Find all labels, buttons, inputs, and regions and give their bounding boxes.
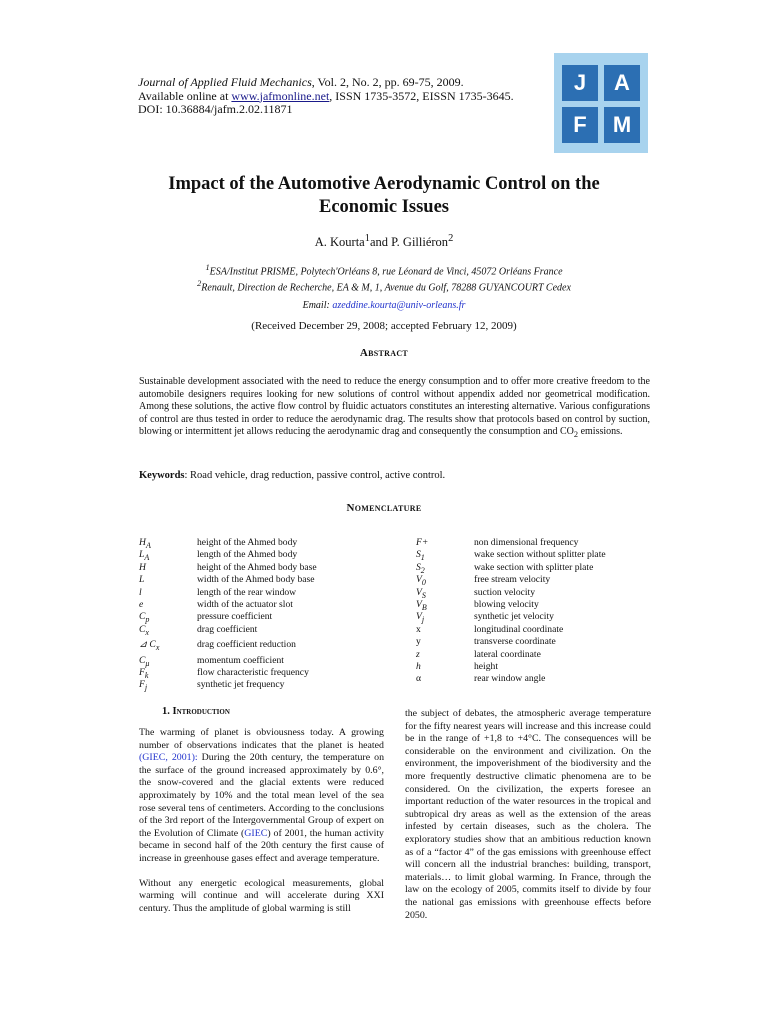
nomenclature-row: $H_A$ height of the Ahmed body (139, 537, 298, 550)
nomenclature-row: H height of the Ahmed body base (139, 561, 317, 573)
nomenclature-row: $C_\mu$ momentum coefficient (139, 654, 284, 668)
journal-name: Journal of Applied Fluid Mechanics (138, 75, 312, 89)
received-dates: (Received December 29, 2008; accepted February 12, 2009) (251, 320, 517, 332)
nomenclature-row: $V_B$ blowing velocity (416, 598, 539, 612)
affiliation-2: $^2$Renault, Direction de Recherche, EA & M, 1, Avenue du Golf, 78288 GUYANCOURT Cedex (197, 279, 571, 294)
nomenclature-row: $L_A$ length of the Ahmed body (139, 549, 298, 563)
abstract-heading: Abstract (359, 347, 409, 359)
nomenclature-row: $C_x$ drag coefficient (139, 623, 258, 637)
journal-citation: Journal of Applied Fluid Mechanics, Vol. 2, No. 2, pp. 69-75, 2009. (138, 75, 464, 89)
nomenclature-row: ⊿ $C_x$ drag coefficient reduction (139, 639, 296, 653)
nomenclature-row: $V_0$ free stream velocity (416, 574, 551, 588)
nomenclature-row: $V_j$ synthetic jet velocity (416, 611, 554, 625)
nomenclature-row: e width of the actuator slot (139, 598, 293, 610)
journal-header (138, 76, 538, 117)
nomenclature-row: x longitudinal coordinate (416, 623, 564, 635)
logo-letter-m: M (604, 107, 640, 143)
logo-letter-j: J (562, 65, 598, 101)
logo-letter-f: F (562, 107, 598, 143)
jafm-logo (554, 53, 648, 153)
nomenclature-row: $F_j$ synthetic jet frequency (139, 679, 285, 693)
introduction-heading: 1. Introduction (162, 706, 230, 717)
nomenclature-row: l length of the rear window (139, 586, 297, 598)
nomenclature-heading: Nomenclature (346, 502, 422, 514)
contact-email: Email: azeddine.kourta@univ-orleans.fr (302, 300, 466, 311)
nomenclature-row: L width of the Ahmed body base (139, 574, 315, 586)
nomenclature-row: F+ non dimensional frequency (416, 537, 579, 548)
abstract-text: Sustainable development associated with the need to reduce the energy consumption and to offer more creative freedom to the automobile designers requires looking for new solutions of control without appendix added nor geometrical modification. Among these solutions, the active flow control by fluidic actuators constitutes an interesting alternative. Various configurations of control are thus tested in order to reduce the aerodynamic drag. The results show that protocols based on control by suction, blowing or intermittent jet allows reducing the aerodynamic drag and consequently the consumption and $CO_2$ emissions. (139, 376, 650, 439)
intro-paragraph-1: The warming of planet is obviousness today. A growing number of observations indicates that the planet is heated (GIEC, 2001): During the 20th century, the temperature on the surface of the ground increased approximately by 0.6°, the snow-covered and the glacial extents were reduced approximately by 10% and the total mean level of the sea rose several tens of centimeters. According to the conclusions of the 3rd report of the Intergovernmental Group of expert on the Evolution of Climate (GIEC) of 2001, the human activity became in second half of the 20th century the first cause of increase in greenhouse gases effect and average temperature. (139, 727, 385, 864)
body-column-left (139, 727, 384, 915)
nomenclature-right (416, 537, 606, 686)
authors: A. Kourta$^1$and P. Gilliéron$^2$ (314, 233, 454, 250)
paper-title: Impact of the Automotive Aerodynamic Control on the Economic Issues (168, 174, 600, 217)
nomenclature-row: $V_S$ suction velocity (416, 586, 536, 600)
affiliation-1: $^1$ESA/Institut PRISME, Polytech'Orléans 8, rue Léonard de Vinci, 45072 Orléans France (205, 263, 563, 278)
journal-doi: DOI: 10.36884/jafm.2.02.11871 (138, 102, 293, 116)
nomenclature-row: α rear window angle (416, 673, 546, 685)
intro-paragraph-3: the subject of debates, the atmospheric average temperature for the fifty nearest years will increase and this increase could be in the range of +1,8 to +4°C. The consequences will be considerable on the environment and civilization. On the environment, the impoverishment of the biodiversity and the more frequently destructive climatic phenomena are to be considered. On the civilization, the experts foresee an important reduction of the water resources in the tropical and subtropical dry areas as well as the extension of the areas infested by certain diseases, such as the cholera. The exploratory studies show that an ambitious reduction known as of a “factor 4” of the gas emissions with greenhouse effect will concern all the industrial branches: building, transport, materials… to limit global warming. In France, through the law on the ecology of 2005, commits itself to divide by four the national gas emissions with greenhouse effects before 2050. (405, 708, 651, 921)
nomenclature-row: $S_2$ wake section with splitter plate (416, 561, 594, 575)
nomenclature-left (139, 537, 317, 692)
keywords: Keywords: Road vehicle, drag reduction, passive control, active control. (139, 470, 446, 481)
nomenclature-row: z lateral coordinate (416, 648, 541, 660)
body-column-right (405, 708, 651, 922)
nomenclature-row: h height (416, 660, 498, 672)
nomenclature-row: $S_1$ wake section without splitter plate (416, 549, 606, 563)
journal-url-link[interactable]: www.jafmonline.net (231, 88, 330, 103)
citation-link[interactable]: (GIEC, 2001): (139, 752, 198, 764)
affiliations (100, 262, 668, 295)
logo-letter-a: A (604, 65, 640, 101)
citation-link[interactable]: GIEC (244, 827, 268, 839)
nomenclature-row: $C_p$ pressure coefficient (139, 611, 273, 625)
nomenclature-row: $F_k$ flow characteristic frequency (139, 666, 309, 680)
email-link[interactable]: azeddine.kourta@univ-orleans.fr (332, 300, 466, 311)
journal-availability: Available online at www.jafmonline.net, ISSN 1735-3572, EISSN 1735-3645. (138, 88, 514, 103)
nomenclature-row: y transverse coordinate (416, 636, 556, 648)
intro-paragraph-2: Without any energetic ecological measurements, global warming will continue and will accelerate during XXI century. Thus the amplitude of global warming is still (139, 877, 384, 914)
